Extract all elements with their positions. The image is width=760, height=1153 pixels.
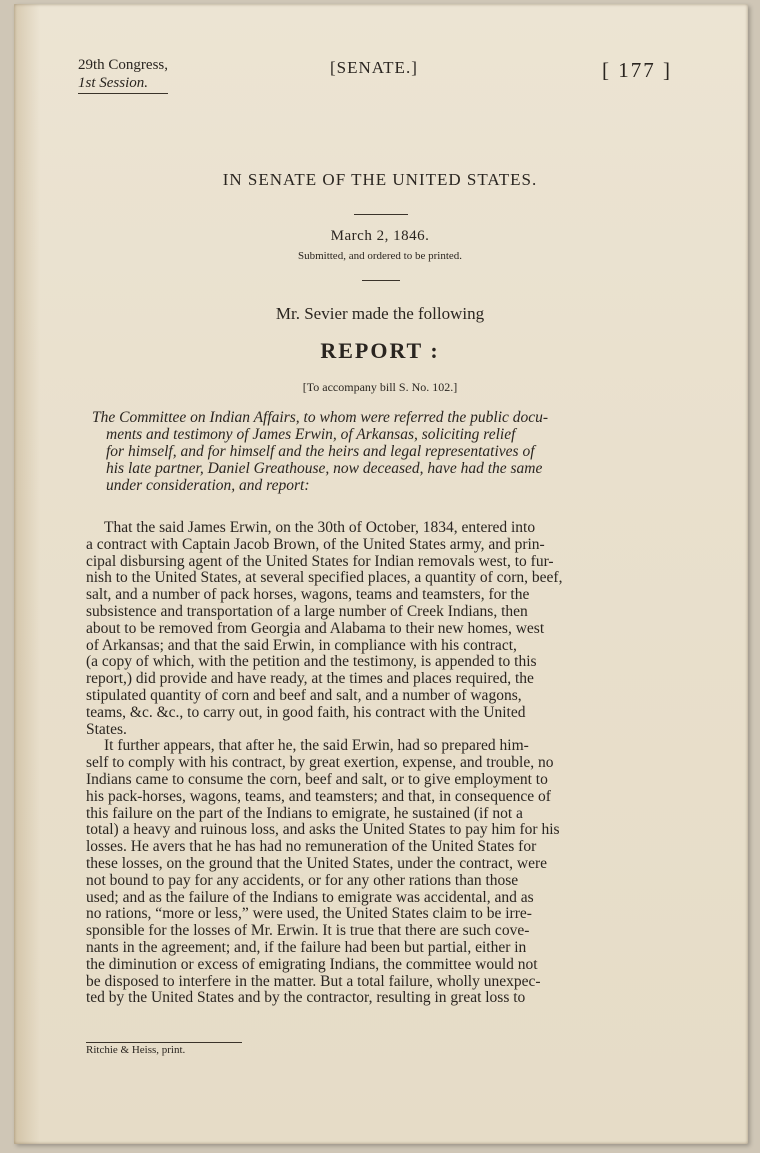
text-line: Indians came to consume the corn, beef and salt, or to give employment to [86, 771, 548, 788]
text-line: total) a heavy and ruinous loss, and asks the United States to pay him for his [86, 822, 560, 839]
text-line: States. [86, 721, 127, 738]
text-line: ted by the United States and by the contractor, resulting in great loss to [86, 990, 526, 1007]
text-line: nants in the agreement; and, if the failure had been but partial, either in [86, 939, 527, 956]
committee-line: for himself, and for himself and the heirs and legal representatives of [106, 443, 535, 460]
committee-line: The Committee on Indian Affairs, to whom were referred the public docu- [92, 409, 549, 426]
page-number: [ 177 ] [602, 58, 672, 82]
accompany-bill: [To accompany bill S. No. 102.] [302, 380, 458, 394]
text-line: sponsible for the losses of Mr. Erwin. It is true that there are such cove- [86, 923, 530, 940]
divider [362, 280, 400, 281]
made-following: Mr. Sevier made the following [275, 304, 485, 323]
text-line: subsistence and transportation of a large number of Creek Indians, then [86, 603, 528, 620]
text-line: his pack-horses, wagons, teams, and teamsters; and that, in consequence of [86, 788, 551, 805]
text-line: about to be removed from Georgia and Alabama to their new homes, west [86, 620, 545, 637]
text-line: this failure on the part of the Indians to emigrate, he sustained (if not a [86, 805, 523, 822]
report-date: March 2, 1846. [330, 228, 430, 244]
committee-line: his late partner, Daniel Greathouse, now deceased, have had the same [106, 460, 543, 477]
text-line: It further appears, that after he, the said Erwin, had so prepared him- [104, 738, 529, 755]
session-label: 1st Session. [78, 74, 168, 94]
text-line: That the said James Erwin, on the 30th of October, 1834, entered into [104, 520, 536, 536]
report-body [86, 520, 662, 1007]
text-line: a contract with Captain Jacob Brown, of the United States army, and prin- [86, 536, 545, 553]
committee-intro [92, 409, 640, 494]
text-line: report,) did provide and have ready, at the times and places required, the [86, 671, 534, 688]
text-line: these losses, on the ground that the United States, under the contract, were [86, 855, 547, 872]
paragraph-2 [86, 738, 662, 1007]
text-line: nish to the United States, at several specified places, a quantity of corn, beef, [86, 570, 563, 587]
chamber-label: [SENATE.] [330, 58, 418, 77]
printer-credit: Ritchie & Heiss, print. [86, 1042, 242, 1056]
text-line: salt, and a number of pack horses, wagons, teams and teamsters, for the [86, 587, 530, 604]
text-line: the diminution or excess of emigrating Indians, the committee would not [86, 956, 538, 973]
page-header [78, 56, 678, 100]
text-line: used; and as the failure of the Indians to emigrate was accidental, and as [86, 889, 534, 906]
committee-line: ments and testimony of James Erwin, of Arkansas, soliciting relief [106, 426, 516, 443]
text-line: not bound to pay for any accidents, or for any other rations than those [86, 872, 519, 889]
paragraph-1 [86, 520, 662, 738]
text-line: losses. He avers that he has had no remuneration of the United States for [86, 839, 537, 856]
text-line: of Arkansas; and that the said Erwin, in compliance with his contract, [86, 637, 517, 654]
text-line: cipal disbursing agent of the United States for Indian removals west, to fur- [86, 553, 554, 570]
committee-line: under consideration, and report: [106, 477, 310, 494]
text-line: be disposed to interfere in the matter. But a total failure, wholly unexpec- [86, 973, 541, 990]
report-heading: REPORT : [320, 338, 440, 363]
divider [354, 214, 408, 215]
congress-label: 29th Congress, [78, 57, 168, 73]
text-line: no rations, “more or less,” were used, the United States claim to be irre- [86, 906, 532, 923]
congress-session [78, 56, 168, 94]
text-line: self to comply with his contract, by great exertion, expense, and trouble, no [86, 755, 554, 772]
text-line: teams, &c. &c., to carry out, in good faith, his contract with the United [86, 704, 526, 721]
text-line: (a copy of which, with the petition and the testimony, is appended to this [86, 654, 537, 671]
text-line: stipulated quantity of corn and beef and salt, and a number of wagons, [86, 687, 522, 704]
document-title: IN SENATE OF THE UNITED STATES. [222, 170, 538, 189]
submitted-note: Submitted, and ordered to be printed. [297, 250, 463, 262]
